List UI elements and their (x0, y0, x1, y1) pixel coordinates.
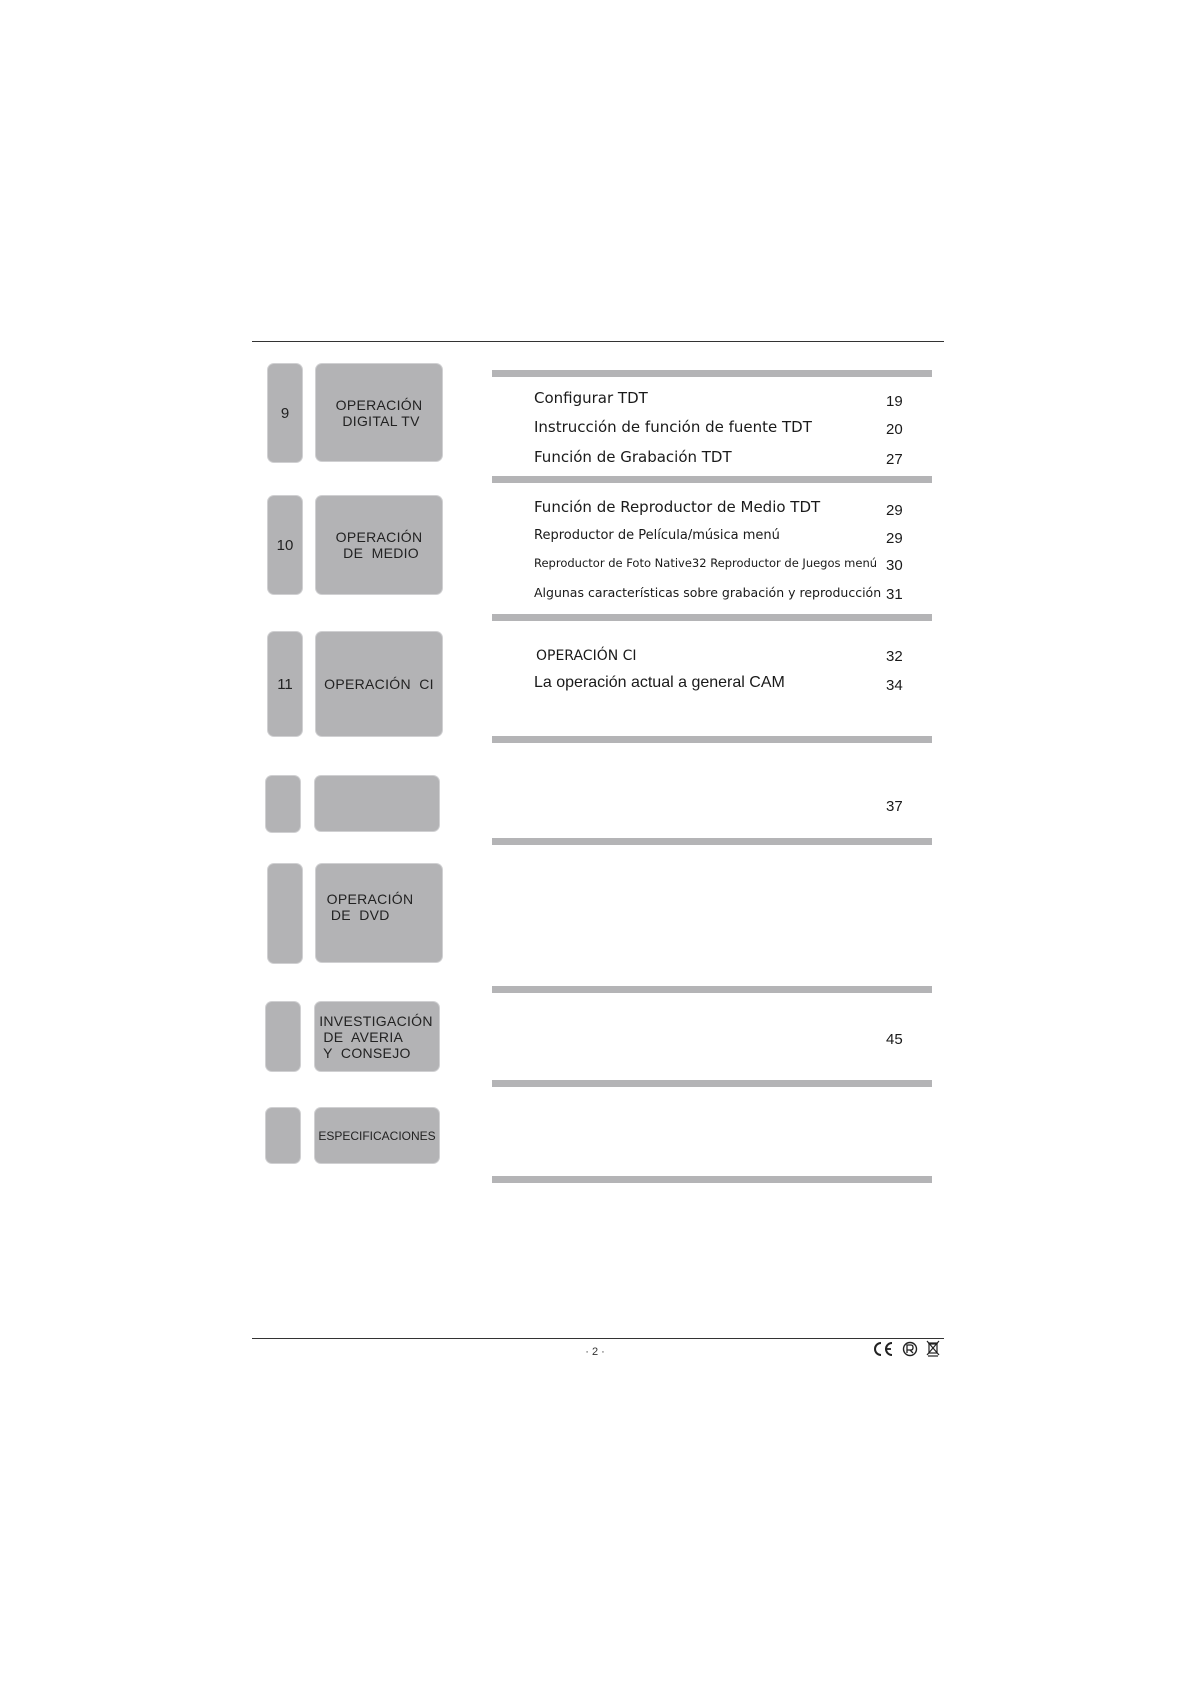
toc-entry: La operación actual a general CAM (534, 674, 785, 691)
recycle-mark-icon (902, 1341, 918, 1357)
section-title-line: DE AVERIA (319, 1028, 404, 1045)
section-number-tab (268, 364, 302, 462)
section-number-tab (266, 1108, 300, 1163)
section-title-line: DE MEDIO (338, 545, 419, 561)
section-title-tab (316, 364, 442, 461)
section-title-line: ESPECIFICACIONES (318, 1128, 436, 1143)
footer-page-number: · 2 · (585, 1346, 605, 1358)
toc-page-number: 45 (886, 1031, 903, 1048)
section-title-tab (315, 776, 439, 831)
section-number: 10 (276, 536, 294, 554)
toc-entry: OPERACIÓN CI (536, 648, 637, 664)
separator-bar (492, 1080, 932, 1087)
toc-page-number: 30 (886, 557, 903, 574)
toc-page-number: 29 (886, 530, 903, 547)
toc-page-number: 27 (886, 451, 903, 468)
toc-page-number: 19 (886, 393, 903, 410)
section-title-tab (315, 1108, 439, 1163)
certification-marks (872, 1340, 940, 1357)
toc-entry: Configurar TDT (534, 389, 648, 407)
toc-entry: Función de Reproductor de Medio TDT (534, 498, 821, 516)
toc-page-number: 20 (886, 421, 903, 438)
section-title-line: OPERACIÓN (335, 396, 423, 413)
section-number-tab (268, 864, 302, 963)
separator-bar (492, 476, 932, 483)
section-title-tab (315, 1002, 439, 1071)
toc-entry: Instrucción de función de fuente TDT (534, 418, 812, 436)
separator-bar (492, 614, 932, 621)
separator-bar (492, 736, 932, 743)
separator-bar (492, 1176, 932, 1183)
separator-bar (492, 838, 932, 845)
separator-bar (492, 370, 932, 377)
toc-page-number: 31 (886, 586, 903, 603)
weee-bin-icon (926, 1340, 940, 1357)
section-title-line: DE DVD (326, 907, 390, 923)
section-number-tab (266, 776, 300, 832)
toc-entry: Función de Grabación TDT (534, 448, 732, 466)
toc-page-number: 37 (886, 798, 903, 815)
toc-entry: Reproductor de Foto Native32 Reproductor de Juegos menú (534, 556, 878, 570)
toc-entry: Algunas características sobre grabación y reproducción (534, 585, 882, 600)
section-number-tab (268, 632, 302, 736)
section-number: 11 (277, 675, 293, 693)
section-title-tab (316, 864, 442, 962)
section-number-tab (266, 1002, 300, 1071)
section-title-line: OPERACIÓN CI (324, 676, 434, 692)
toc-page-number: 32 (886, 648, 903, 665)
section-title-tab (316, 496, 442, 594)
section-title-line: OPERACIÓN (335, 529, 423, 545)
section-title-line: Y CONSEJO (319, 1044, 411, 1061)
toc-entry: Reproductor de Película/música menú (534, 528, 780, 543)
top-rule (252, 341, 944, 342)
section-title-tab (316, 632, 442, 736)
section-title-line: OPERACIÓN (326, 891, 414, 907)
toc-page-number: 34 (886, 677, 903, 694)
bottom-rule (252, 1338, 944, 1339)
ce-mark-icon (872, 1341, 894, 1357)
separator-bar (492, 986, 932, 993)
section-number: 9 (280, 404, 290, 422)
toc-page-number: 29 (886, 502, 903, 519)
section-title-line: INVESTIGACIÓN (319, 1012, 433, 1029)
section-title-line: DIGITAL TV (338, 412, 420, 429)
section-number-tab (268, 496, 302, 594)
